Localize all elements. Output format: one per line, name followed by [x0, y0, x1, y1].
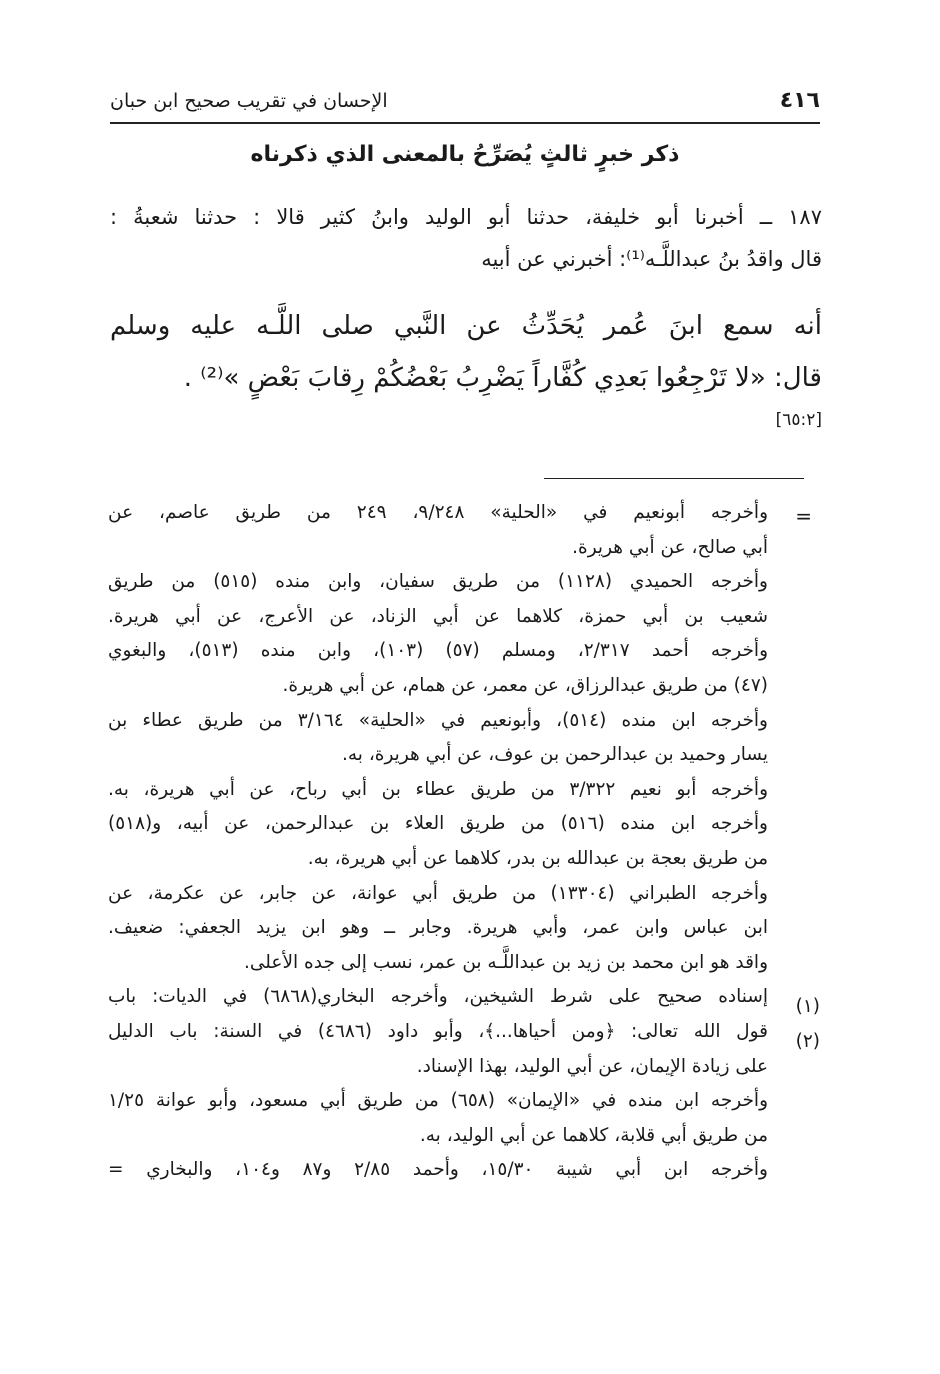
matn-line: قال: «لا تَرْجِعُوا بَعدِي كُفَّاراً يَضْرِبُ بَعْضُكُمْ رِقابَ بَعْضٍ »⁽²⁾ . [183, 363, 822, 393]
footnote-2-line: على زيادة الإيمان، عن أبي الوليد، بهذا الإسناد. [416, 1055, 768, 1077]
footnote-line: وأخرجه أحمد ٢/٣١٧، ومسلم (٥٧) (١٠٣)، وابن منده (٥١٣)، والبغوي [108, 640, 769, 662]
footnote-2-line: قول الله تعالى: ﴿ومن أحياها...﴾، وأبو داود (٤٦٨٦) في السنة: باب الدليل [108, 1020, 769, 1042]
isnad-line: ١٨٧ ــ أخبرنا أبو خليفة، حدثنا أبو الوليد وابنُ كثير قالا : حدثنا شعبةُ : [110, 205, 822, 229]
isnad-line: قال واقدُ بنُ عبداللَّـه⁽¹⁾: أخبرني عن أبيه [481, 247, 822, 271]
footnote-line: وأخرجه الحميدي (١١٢٨) من طريق سفيان، وابن منده (٥١٥) من طريق [108, 571, 768, 593]
footnote-line: وأخرجه ابن منده (٥١٦) من طريق العلاء بن عبدالرحمن، عن أبيه، و(٥١٨) [108, 813, 768, 835]
continuation-marker: = [795, 504, 812, 528]
hadith-block [110, 196, 822, 430]
footnote-line: وأخرجه أبو نعيم ٣/٣٢٢ من طريق عطاء بن أبي رباح، عن أبي هريرة، به. [108, 778, 768, 800]
footnote-2-line: من طريق أبي قلابة، كلاهما عن أبي الوليد، به. [419, 1124, 768, 1146]
footnote-separator [544, 478, 804, 479]
hadith-matn [110, 300, 822, 404]
page-number: ٤١٦ [779, 88, 820, 113]
footnote-2-line: وأخرجه ابن أبي شيبة ١٥/٣٠، وأحمد ٢/٨٥ و٨٧ و١٠٤، والبخاري = [108, 1159, 768, 1181]
footnote-line: (٤٧) من طريق عبدالرزاق، عن معمر، عن همام، عن أبي هريرة. [282, 674, 768, 696]
header-rule [110, 122, 820, 124]
footnote-line: ابن عباس وابن عمر، وأبي هريرة. وجابر ــ وهو ابن يزيد الجعفي: ضعيف. [108, 917, 768, 939]
footnote-line: يسار وحميد بن عبدالرحمن بن عوف، عن أبي هريرة، به. [341, 744, 768, 766]
footnotes [108, 496, 768, 1188]
running-header [110, 88, 820, 120]
footnote-2-marker: (٢) [795, 1031, 820, 1052]
footnote-line: شعيب بن أبي حمزة، كلاهما عن أبي الزناد، عن الأعرج، عن أبي هريرة. [108, 605, 768, 627]
footnote-line: وأخرجه أبونعيم في «الحلية» ٩/٢٤٨، ٢٤٩ من طريق عاصم، عن [108, 502, 769, 523]
footnote-2-line: إسناده صحيح على شرط الشيخين، وأخرجه البخاري(٦٨٦٨) في الديات: باب [108, 986, 769, 1008]
book-title: الإحسان في تقريب صحيح ابن حبان [110, 90, 388, 112]
footnote-line: أبي صالح، عن أبي هريرة. [572, 536, 768, 558]
chapter-title: ذكر خبرٍ ثالثٍ يُصَرِّحُ بالمعنى الذي ذكرناه [250, 142, 680, 167]
hadith-reference: [٦٥:٢] [775, 410, 822, 430]
footnote-line: وأخرجه الطبراني (١٣٣٠٤) من طريق أبي عوانة، عن جابر، عن عكرمة، عن [108, 882, 768, 904]
footnote-1-text: واقد هو ابن محمد بن زيد بن عبداللَّـه بن عمر، نسب إلى جده الأعلى. [244, 951, 768, 973]
footnote-line: وأخرجه ابن منده (٥١٤)، وأبونعيم في «الحلية» ٣/١٦٤ من طريق عطاء بن [108, 709, 768, 731]
footnote-2-line: وأخرجه ابن منده في «الإيمان» (٦٥٨) من طريق أبي مسعود، وأبو عوانة ١/٢٥ [108, 1090, 769, 1112]
footnote-1-marker: (١) [795, 996, 820, 1017]
hadith-isnad [110, 196, 822, 280]
matn-line: أنه سمع ابنَ عُمر يُحَدِّثُ عن النَّبي صلى اللَّـه عليه وسلم [110, 311, 822, 341]
footnote-line: من طريق بعجة بن عبدالله بن بدر، كلاهما عن أبي هريرة، به. [307, 847, 768, 869]
